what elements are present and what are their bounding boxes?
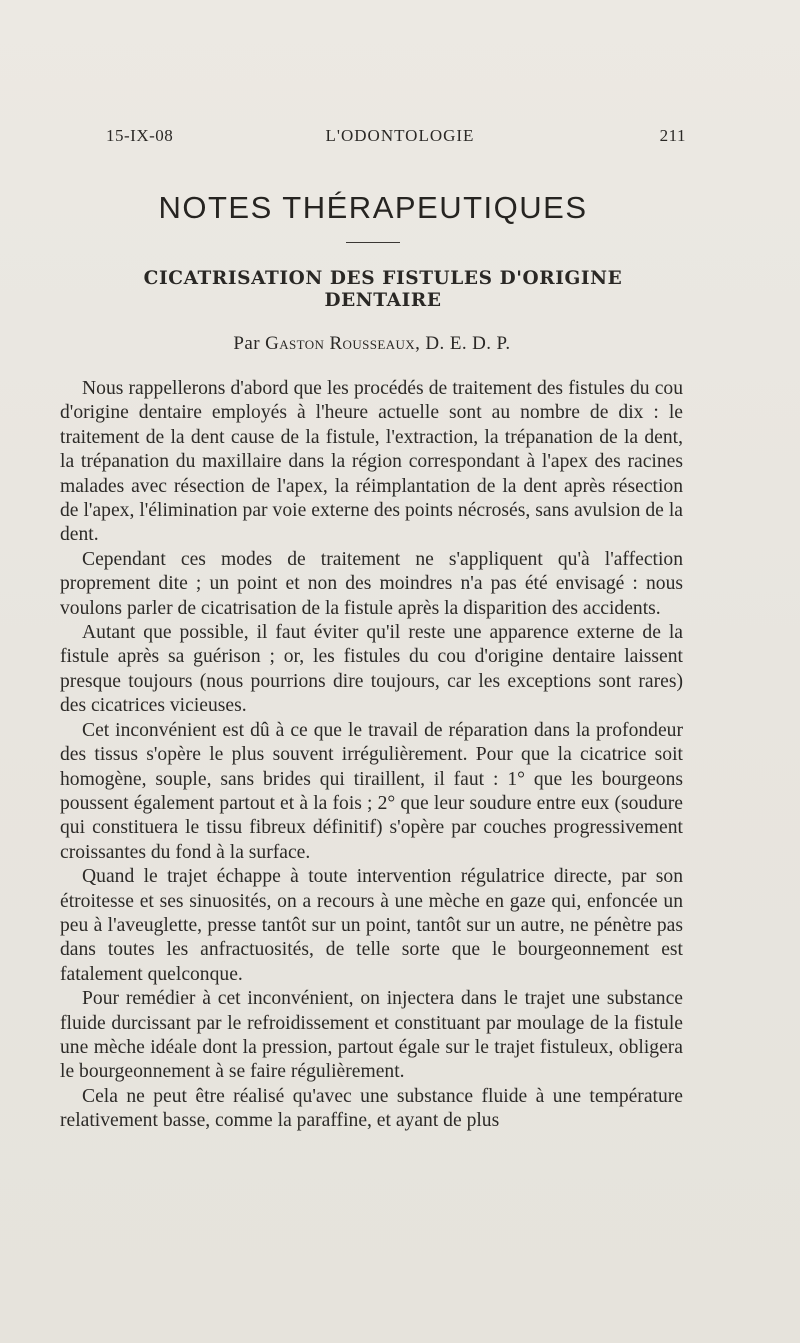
section-title: NOTES THÉRAPEUTIQUES <box>158 190 588 225</box>
byline-prefix: Par <box>233 333 266 354</box>
paragraph: Quand le trajet échappe à toute intervention régulatrice directe, par son étroitesse et ses sinuosités, on a recours à une mèche en gaze qui, enfoncée un peu à l'aveuglette, presse tantôt sur un point, tantôt sur un autre, ne pénètre pas dans toutes les anfractuosités, de telle sorte que le bourgeonnement est fatalement quelconque. <box>60 866 683 985</box>
paragraph: Autant que possible, il faut éviter qu'il reste une apparence externe de la fistule après sa guérison ; or, les fistules du cou d'origine dentaire laissent presque toujours (nous pourrions dire toujours, car les exceptions sont rares) des cicatrices vicieuses. <box>60 622 683 717</box>
author-name: Gaston Rousseaux <box>265 333 416 354</box>
article-title: CICATRISATION DES FISTULES D'ORIGINE DENTAIRE <box>143 268 623 311</box>
header-date: 15-IX-08 <box>106 126 174 145</box>
paragraph: Nous rappellerons d'abord que les procédés de traitement des fistules du cou d'origine dentaire employés à l'heure actuelle sont au nombre de dix : le traitement de la dent cause de la fistule, l'extraction, la trépanation de la dent, la trépanation du maxillaire dans la région correspondant à l'apex des racines malades avec résection de l'apex, la réimplantation de la dent après résection de l'apex, l'élimination par voie externe des points nécrosés, sans avulsion de la dent. <box>60 378 683 546</box>
paragraph: Pour remédier à cet inconvénient, on injectera dans le trajet une substance fluide durcissant par le refroidissement et constituant par moulage de la fistule une mèche idéale dont la pression, partout égale sur le trajet fistuleux, obligera le bourgeonnement à se faire régulièrement. <box>60 988 683 1083</box>
paragraph: Cet inconvénient est dû à ce que le travail de réparation dans la profondeur des tissus s'opère le plus souvent irrégulièrement. Pour que la cicatrice soit homogène, souple, sans brides qui tiraillent, il faut : 1° que les bourgeons poussent également partout et à la fois ; 2° que leur soudure entre eux (soudure qui constituera le tissu fibreux définitif) s'opère par couches progressivement croissantes du fond à la surface. <box>60 719 683 863</box>
running-header <box>0 126 800 150</box>
journal-title: L'ODONTOLOGIE <box>325 126 475 145</box>
title-divider <box>346 242 400 243</box>
author-credentials: , D. E. D. P. <box>415 333 511 354</box>
article-body <box>60 377 683 1134</box>
paragraph: Cependant ces modes de traitement ne s'appliquent qu'à l'affection proprement dite ; un point et non des moindres n'a pas été envisagé : nous voulons parler de cicatrisation de la fistule après la disparition des accidents. <box>60 548 683 619</box>
page-number: 211 <box>659 126 686 145</box>
paragraph: Cela ne peut être réalisé qu'avec une substance fluide à une température relativement basse, comme la paraffine, et ayant de plus <box>60 1085 683 1132</box>
byline <box>0 333 744 355</box>
